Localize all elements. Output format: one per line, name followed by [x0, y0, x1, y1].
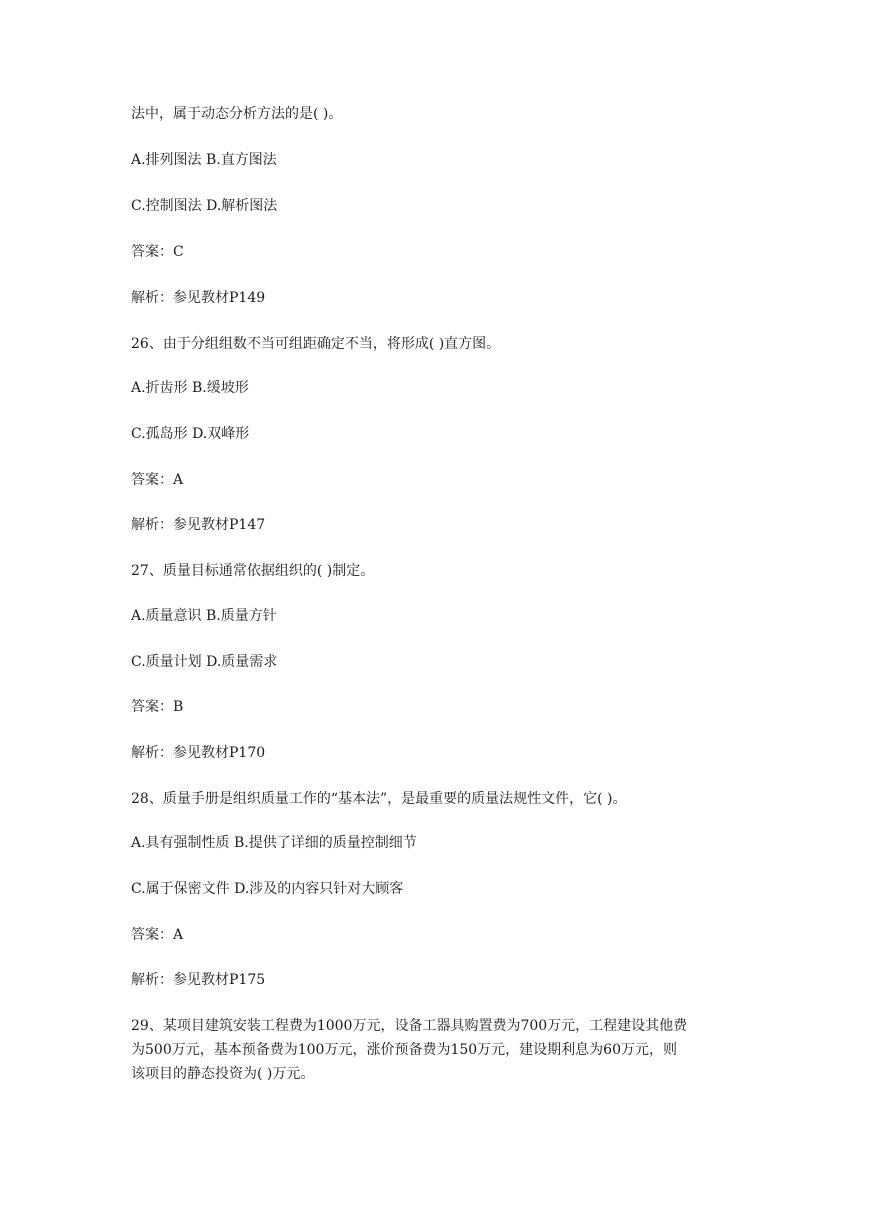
question-25-stem-end: 法中，属于动态分析方法的是( )。: [131, 106, 343, 122]
question-27-options-ab: A.质量意识 B.质量方针: [131, 608, 277, 624]
question-28-options-ab: A.具有强制性质 B.提供了详细的质量控制细节: [131, 835, 417, 851]
question-27-options-cd: C.质量计划 D.质量需求: [131, 654, 278, 670]
question-26-stem: 26、由于分组组数不当可组距确定不当，将形成( )直方图。: [131, 336, 501, 352]
question-26-answer: 答案：A: [131, 472, 184, 488]
question-25-answer: 答案：C: [131, 244, 184, 260]
question-26-explanation: 解析：参见教材P147: [131, 517, 266, 533]
question-25-explanation: 解析：参见教材P149: [131, 290, 266, 306]
question-27-explanation: 解析：参见教材P170: [131, 745, 266, 761]
question-27-answer: 答案：B: [131, 699, 184, 715]
question-28-stem: 28、质量手册是组织质量工作的“基本法”，是最重要的质量法规性文件，它( )。: [131, 791, 627, 807]
question-26-options-ab: A.折齿形 B.缓坡形: [131, 380, 249, 396]
question-29-stem-line-2: 为500万元，基本预备费为100万元，涨价预备费为150万元，建设期利息为60万元，则: [131, 1042, 677, 1058]
question-29-stem-line-1: 29、某项目建筑安装工程费为1000万元，设备工器具购置费为700万元，工程建设其他费: [131, 1018, 688, 1034]
question-29-stem-line-3: 该项目的静态投资为( )万元。: [131, 1066, 315, 1082]
question-25-options-ab: A.排列图法 B.直方图法: [131, 152, 277, 168]
question-25-options-cd: C.控制图法 D.解析图法: [131, 198, 278, 214]
question-28-options-cd: C.属于保密文件 D.涉及的内容只针对大顾客: [131, 881, 404, 897]
question-28-explanation: 解析：参见教材P175: [131, 972, 266, 988]
question-26-options-cd: C.孤岛形 D.双峰形: [131, 426, 250, 442]
question-27-stem: 27、质量目标通常依据组织的( )制定。: [131, 563, 375, 579]
question-28-answer: 答案：A: [131, 927, 184, 943]
